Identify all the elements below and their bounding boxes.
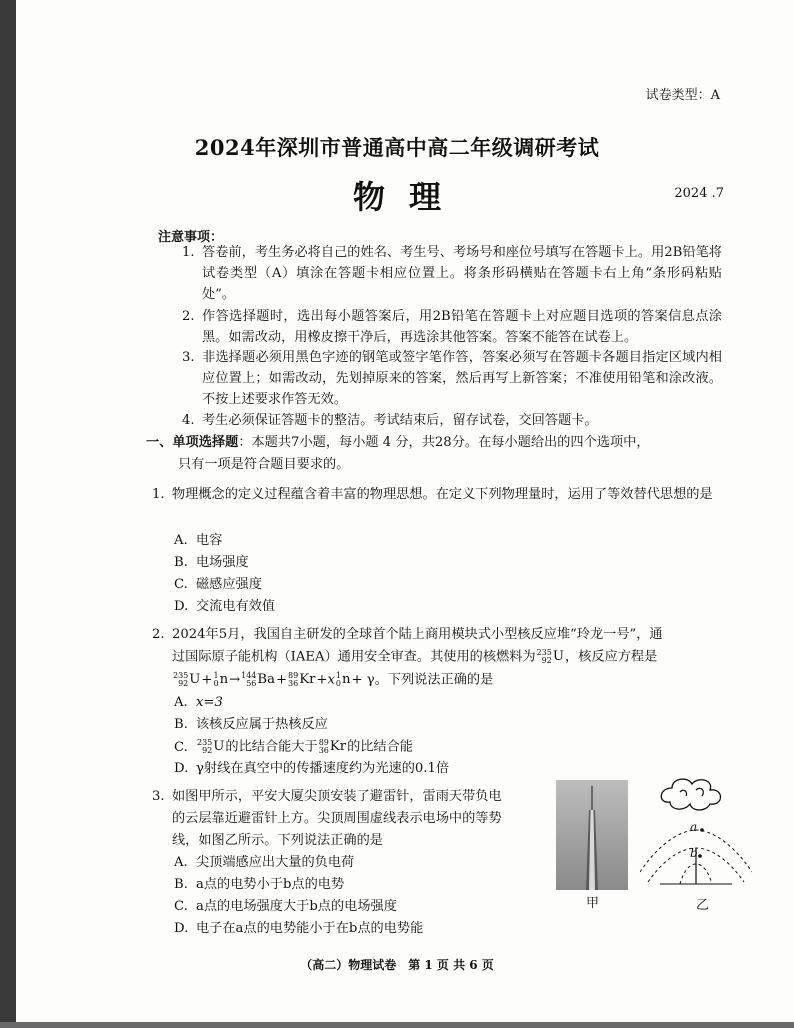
- scan-bottom-edge: [0, 1022, 794, 1028]
- question-stem-line: 如图甲所示，平安大厦尖顶安装了避雷针，雷雨天带负电: [172, 789, 502, 804]
- option-text: 交流电有效值: [196, 599, 276, 614]
- nuclide-kr89: [288, 669, 315, 691]
- plus-sign: +: [201, 672, 213, 687]
- atomic-number: 36: [288, 678, 299, 688]
- option-label: A.: [174, 855, 188, 870]
- element-symbol: U: [213, 739, 225, 754]
- option-c: [174, 736, 413, 759]
- plus-sign: +: [316, 672, 328, 687]
- notice-item-text: 答卷前，考生务必将自己的姓名、考生号、考场号和座位号填写在答题卡上。用2B铅笔将试卷类型（A）填涂在答题卡相应位置上。将条形码横贴在答题卡右上角“条形码粘贴处”。: [202, 245, 722, 302]
- notice-item-number: 2.: [182, 309, 195, 324]
- question-stem: 物理概念的定义过程蕴含着丰富的物理思想。在定义下列物理量时，运用了等效替代思想的是: [172, 487, 713, 502]
- element-symbol: U: [189, 671, 201, 687]
- mass-number: 235: [197, 738, 213, 747]
- option-a: [174, 692, 223, 714]
- notice-item: [182, 242, 722, 305]
- option-b: [174, 874, 554, 896]
- section-instructions-cont: 只有一项是符合题目要求的。: [178, 457, 350, 472]
- nuclide-neutron: [336, 669, 351, 691]
- mass-number: 89: [318, 738, 329, 747]
- stem-text: 。下列说法正确的是: [374, 672, 494, 687]
- option-text: 电场强度: [196, 555, 249, 570]
- option-text: 的比结合能: [347, 739, 413, 755]
- option-text: x=3: [196, 695, 223, 710]
- option-b: [174, 714, 328, 736]
- option-c: [174, 574, 262, 596]
- option-label: B.: [174, 877, 188, 892]
- mass-number: 1: [213, 670, 219, 680]
- atomic-number: 56: [246, 678, 257, 688]
- nuclide-u235: [197, 736, 224, 758]
- option-label: C.: [174, 577, 188, 592]
- question-stem-line: 线，如图乙所示。下列说法正确的是: [172, 833, 383, 848]
- nuclide-u235: [173, 669, 200, 691]
- option-label: C.: [174, 739, 188, 755]
- option-text: 尖顶端感应出大量的负电荷: [196, 855, 355, 870]
- stem-text: 过国际原子能机构（IAEA）通用安全审查。其使用的核燃料为: [172, 649, 536, 665]
- question-number: 1.: [152, 487, 165, 502]
- option-d: [174, 758, 449, 780]
- section-heading: [146, 432, 724, 476]
- option-label: A.: [174, 695, 188, 710]
- option-text: 磁感应强度: [196, 577, 262, 592]
- element-symbol: U: [552, 649, 564, 664]
- option-text: 电子在a点的电势能小于在b点的电势能: [196, 921, 424, 936]
- option-text: a点的电场强度大于b点的电场强度: [196, 899, 397, 914]
- reaction-equation: [152, 669, 724, 692]
- option-text: 的比结合能大于: [225, 739, 318, 755]
- notice-item-number: 4.: [182, 413, 195, 428]
- notice-item-text: 非选择题必须用黑色字迹的钢笔或签字笔作答，答案必须写在答题卡各题目指定区域内相应位置上；如需改动，先划掉原来的答案，然后再写上新答案；不准使用铅笔和涂改液。不按上述要求作答无效。: [202, 350, 722, 407]
- atomic-number: 36: [318, 746, 329, 755]
- question-2: [152, 624, 724, 691]
- section-title: 一、单项选择题: [146, 435, 239, 450]
- subject-title: 物理: [352, 178, 465, 216]
- question-number: 2.: [152, 627, 165, 642]
- option-label: B.: [174, 555, 188, 570]
- section-instructions: ：本题共7小题，每小题 4 分，共28分。在每小题给出的四个选项中，: [238, 435, 650, 450]
- option-label: D.: [174, 921, 189, 936]
- notice-item: [182, 347, 722, 410]
- coefficient-x: x: [327, 672, 335, 687]
- notice-item-text: 作答选择题时，选出每小题答案后，用2B铅笔在答题卡上对应题目选项的答案信息点涂黑。如需改动，用橡皮擦干净后，再选涂其他答案。答案不能答在试卷上。: [202, 309, 722, 345]
- question-3: [152, 786, 542, 852]
- element-symbol: Ba: [257, 671, 275, 687]
- question-stem-line: 2024年5月，我国自主研发的全球首个陆上商用模块式小型核反应堆“玲龙一号”，通: [172, 627, 663, 642]
- option-d: [174, 918, 554, 940]
- plus-sign: +: [275, 672, 288, 687]
- option-label: D.: [174, 761, 189, 776]
- option-text: a点的电势小于b点的电势: [196, 877, 345, 892]
- option-a: [174, 852, 554, 874]
- notice-item: [182, 410, 722, 431]
- mass-number: 89: [288, 670, 299, 680]
- exam-date: 2024 .7: [674, 186, 724, 201]
- element-symbol: n: [341, 671, 351, 687]
- notice-item-number: 1.: [182, 245, 195, 260]
- gamma-term: + γ: [351, 672, 375, 687]
- option-a: [174, 530, 222, 552]
- option-label: D.: [174, 599, 189, 614]
- question-1: [152, 484, 724, 506]
- option-text: 电容: [196, 533, 223, 548]
- element-symbol: n: [219, 671, 229, 687]
- question-stem-line: 的云层靠近避雷针上方。尖顶周围虚线表示电场中的等势: [172, 811, 502, 826]
- nuclide-ba144: [241, 669, 275, 691]
- option-text: γ射线在真空中的传播速度约为光速的0.1倍: [196, 761, 450, 776]
- atomic-number: 92: [178, 678, 189, 688]
- option-d: [174, 596, 275, 618]
- atomic-number: 0: [213, 678, 219, 688]
- page-footer: （高二）物理试卷 第 1 页 共 6 页: [300, 958, 494, 972]
- option-c: [174, 896, 554, 918]
- option-b: [174, 552, 249, 574]
- point-a-label: a: [690, 820, 698, 834]
- option-label: C.: [174, 899, 188, 914]
- option-label: A.: [174, 533, 188, 548]
- option-label: B.: [174, 717, 188, 732]
- notice-title: 注意事项：: [158, 230, 224, 245]
- question-number: 3.: [152, 789, 165, 804]
- atomic-number: 92: [541, 656, 552, 665]
- exam-title: 2024年深圳市普通高中高二年级调研考试: [194, 135, 600, 160]
- figure-caption-a: 甲: [586, 896, 600, 911]
- notice-item-number: 3.: [182, 350, 195, 365]
- atomic-number: 92: [202, 746, 213, 755]
- mass-number: 1: [335, 670, 341, 680]
- reaction-arrow: →: [229, 672, 241, 687]
- mass-number: 235: [173, 670, 189, 680]
- mass-number: 144: [241, 670, 257, 680]
- notice-item: [182, 306, 722, 348]
- point-b-label: b: [690, 846, 698, 860]
- building-photo: [556, 780, 628, 890]
- figure-caption-b: 乙: [696, 898, 710, 913]
- stem-text: ，核反应方程是: [564, 649, 658, 665]
- paper-type: 试卷类型：A: [645, 88, 720, 103]
- mass-number: 235: [536, 648, 552, 657]
- question-stem-line: [152, 646, 724, 669]
- atomic-number: 0: [335, 678, 341, 688]
- nuclide-neutron: [213, 669, 228, 691]
- option-text: 该核反应属于热核反应: [196, 717, 328, 732]
- element-symbol: Kr: [329, 739, 347, 754]
- notice-item-text: 考生必须保证答题卡的整洁。考试结束后，留存试卷，交回答题卡。: [202, 413, 598, 428]
- nuclide-u235: [537, 646, 564, 668]
- element-symbol: Kr: [299, 671, 316, 687]
- nuclide-kr89: [319, 736, 346, 758]
